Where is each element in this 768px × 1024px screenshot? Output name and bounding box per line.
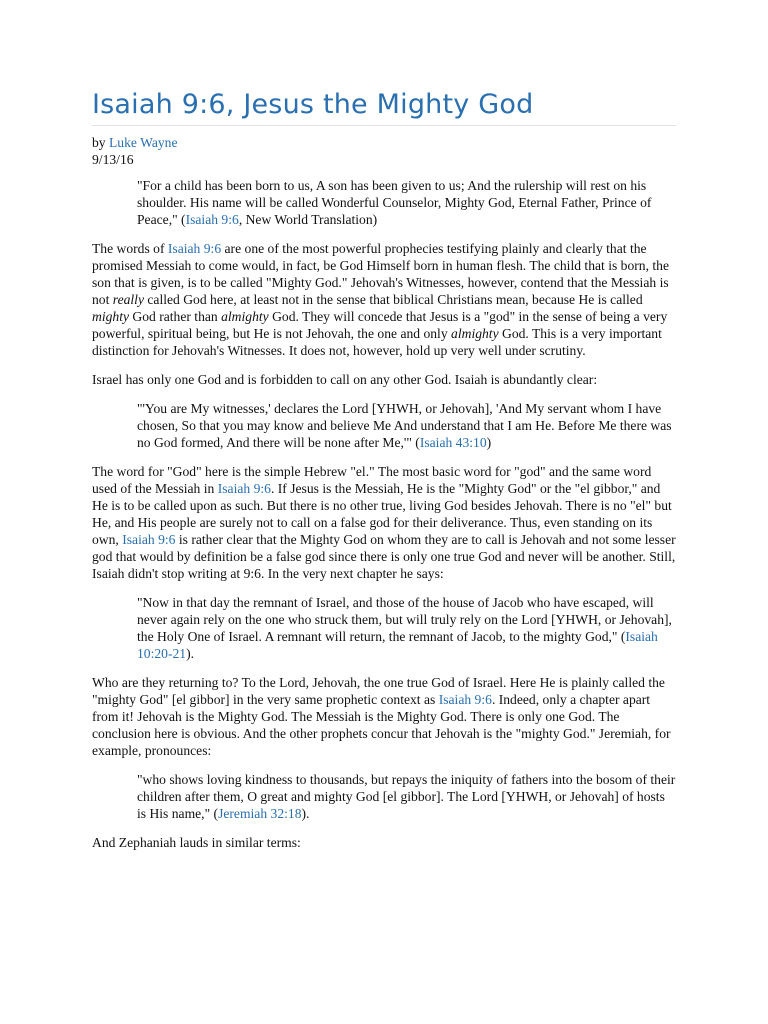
publish-date: 9/13/16 <box>92 152 134 167</box>
blockquote-isaiah-10-20 <box>137 594 676 662</box>
text-run: God rather than <box>129 309 222 324</box>
page-title: Isaiah 9:6, Jesus the Mighty God <box>92 89 534 120</box>
scripture-link[interactable]: Isaiah 9:6 <box>438 692 492 707</box>
title-divider <box>92 125 676 126</box>
text-run: is rather clear that the Mighty God on whom they are to call is Jehovah and not some lesser god that would by definition be a false god since there is only one true God and never will be another. Still, Isaiah didn't stop writing at 9:6. In the very next chapter he says: <box>92 532 676 581</box>
quote-tail: ). <box>301 806 310 821</box>
by-label: by <box>92 135 109 150</box>
emphasis: mighty <box>92 309 129 324</box>
paragraph <box>92 463 676 582</box>
blockquote-isaiah-43-10 <box>137 400 676 451</box>
quote-text: "who shows loving kindness to thousands, but repays the iniquity of fathers into the bosom of their children after them, O great and mighty God [el gibbor]. The Lord [YHWH, or Jehovah] of hosts is His name," ( <box>137 772 676 821</box>
scripture-link[interactable]: Isaiah 9:6 <box>185 212 239 227</box>
quote-text: "'You are My witnesses,' declares the Lord [YHWH, or Jehovah], 'And My servant whom I have chosen, So that you may know and believe Me And understand that I am He. Before Me there was no God formed, And there will be none after Me,'" ( <box>137 401 672 450</box>
scripture-link[interactable]: Isaiah 9:6 <box>167 241 222 256</box>
author-link[interactable]: Luke Wayne <box>109 135 178 150</box>
text-run: called God here, at least not in the sense that biblical Christians mean, because He is called <box>143 292 643 307</box>
paragraph <box>92 240 676 359</box>
author-line <box>92 134 676 151</box>
scripture-link[interactable]: Jeremiah 32:18 <box>218 806 302 821</box>
scripture-link[interactable]: Isaiah 10:20-21 <box>137 629 658 661</box>
text-run: God. This is a very important distinction for Jehovah's Witnesses. It does not, however, hold up very well under scrutiny. <box>92 326 662 358</box>
text-run: are one of the most powerful prophecies testifying plainly and clearly that the promised Messiah to come would, in fact, be God Himself born in human flesh. The child that is born, the son that is given, is to be called "Mighty God." Jehovah's Witnesses, however, contend that the Messiah is not <box>92 241 669 307</box>
byline <box>92 134 676 168</box>
paragraph <box>92 674 676 759</box>
quote-tail: , New World Translation) <box>238 212 378 227</box>
text-run: . Indeed, only a chapter apart from it! Jehovah is the Mighty God. The Messiah is the Mighty God. There is only one God. The conclusion here is obvious. And the other prophets concur that Jehovah is the "mighty God." Jeremiah, for example, pronounces: <box>92 692 671 758</box>
scripture-link[interactable]: Isaiah 43:10 <box>419 435 487 450</box>
paragraph: Israel has only one God and is forbidden to call on any other God. Isaiah is abundantly clear: <box>92 372 598 387</box>
text-run: The words of <box>92 241 168 256</box>
text-run: God. They will concede that Jesus is a "god" in the sense of being a very powerful, spiritual being, but He is not Jehovah, the one and only <box>92 309 668 341</box>
scripture-link[interactable]: Isaiah 9:6 <box>217 481 271 496</box>
quote-tail: ). <box>186 646 195 661</box>
scripture-link[interactable]: Isaiah 9:6 <box>122 532 176 547</box>
quote-text: "For a child has been born to us, A son has been given to us; And the rulership will rest on his shoulder. His name will be called Wonderful Counselor, Mighty God, Eternal Father, Prince of Peace," ( <box>137 178 652 227</box>
article-body <box>92 134 676 863</box>
blockquote-isaiah-9-6 <box>137 177 676 228</box>
text-run: The word for "God" here is the simple Hebrew "el." The most basic word for "god" and the same word used of the Messiah in <box>92 464 652 496</box>
emphasis: almighty <box>451 326 499 341</box>
text-run: Who are they returning to? To the Lord, Jehovah, the one true God of Israel. Here He is plainly called the "mighty God" [el gibbor] in the very same prophetic context as <box>92 675 665 707</box>
quote-text: "Now in that day the remnant of Israel, and those of the house of Jacob who have escaped, will never again rely on the one who struck them, but will truly rely on the Lord [YHWH, or Jehovah], the Holy One of Israel. A remnant will return, the remnant of Jacob, to the mighty God," ( <box>137 595 672 644</box>
emphasis: really <box>112 292 144 307</box>
quote-tail: ) <box>486 435 492 450</box>
emphasis: almighty <box>221 309 269 324</box>
blockquote-jeremiah-32-18 <box>137 771 676 822</box>
paragraph: And Zephaniah lauds in similar terms: <box>92 835 301 850</box>
text-run: . If Jesus is the Messiah, He is the "Mighty God" or the "el gibbor," and He is to be called upon as such. But there is no other true, living God besides Jehovah. There is no "el" but He, and His people are surely not to call on a false god for their deliverance. Thus, even standing on its own, <box>92 481 672 547</box>
